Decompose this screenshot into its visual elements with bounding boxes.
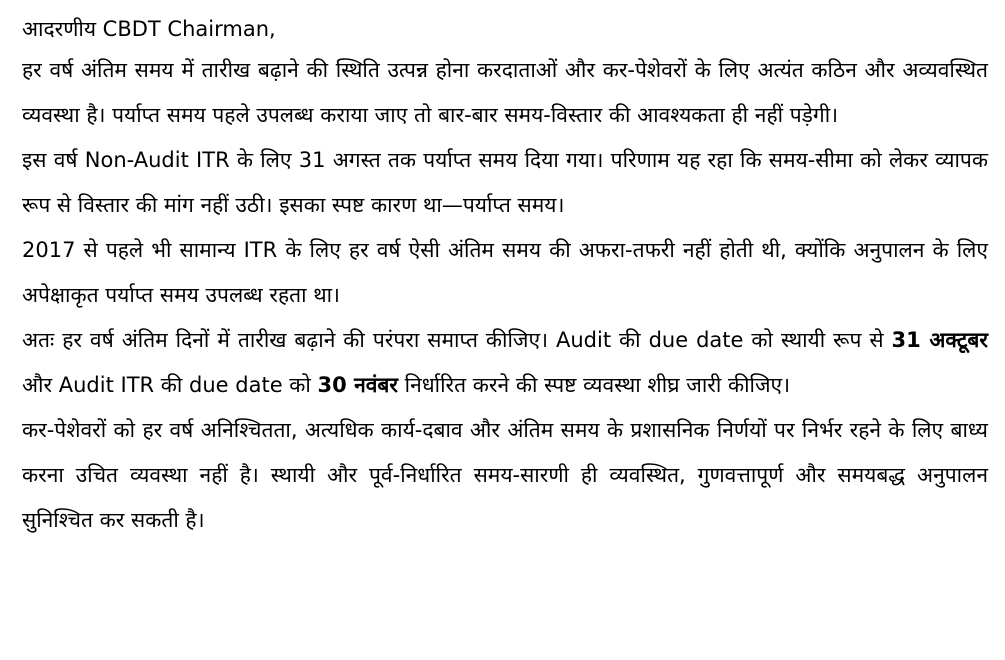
paragraph-4 (22, 318, 988, 408)
audit-itr-due-date-bold: 30 नवंबर (317, 373, 398, 397)
paragraph-4-text-3: निर्धारित करने की स्पष्ट व्यवस्था शीघ्र जारी कीजिए। (397, 373, 791, 397)
paragraph-3: 2017 से पहले भी सामान्य ITR के लिए हर वर्ष ऐसी अंतिम समय की अफरा-तफरी नहीं होती थी, क्योंकि अनुपालन के लिए अपेक्षाकृत पर्याप्त समय उपलब्ध रहता था। (22, 238, 988, 307)
paragraph-4-text-2: और Audit ITR की due date को (22, 373, 318, 397)
letter-body (22, 10, 988, 543)
paragraph-4-text-1: अतः हर वर्ष अंतिम दिनों में तारीख बढ़ाने की परंपरा समाप्त कीजिए। Audit की due date को स्थायी रूप से (22, 328, 892, 352)
audit-due-date-bold: 31 अक्टूबर (891, 328, 988, 352)
salutation: आदरणीय CBDT Chairman, (22, 17, 276, 41)
paragraph-1: हर वर्ष अंतिम समय में तारीख बढ़ाने की स्थिति उत्पन्न होना करदाताओं और कर-पेशेवरों के लिए अत्यंत कठिन और अव्यवस्थित व्यवस्था है। पर्याप्त समय पहले उपलब्ध कराया जाए तो बार-बार समय-विस्तार की आवश्यकता ही नहीं पड़ेगी। (22, 58, 988, 127)
paragraph-2: इस वर्ष Non-Audit ITR के लिए 31 अगस्त तक पर्याप्त समय दिया गया। परिणाम यह रहा कि समय-सीमा को लेकर व्यापक रूप से विस्तार की मांग नहीं उठी। इसका स्पष्ट कारण था—पर्याप्त समय। (22, 148, 988, 217)
paragraph-5: कर-पेशेवरों को हर वर्ष अनिश्चितता, अत्यधिक कार्य-दबाव और अंतिम समय के प्रशासनिक निर्णयों पर निर्भर रहने के लिए बाध्य करना उचित व्यवस्था नहीं है। स्थायी और पूर्व-निर्धारित समय-सारणी ही व्यवस्थित, गुणवत्तापूर्ण और समयबद्ध अनुपालन सुनिश्चित कर सकती है। (22, 418, 988, 532)
